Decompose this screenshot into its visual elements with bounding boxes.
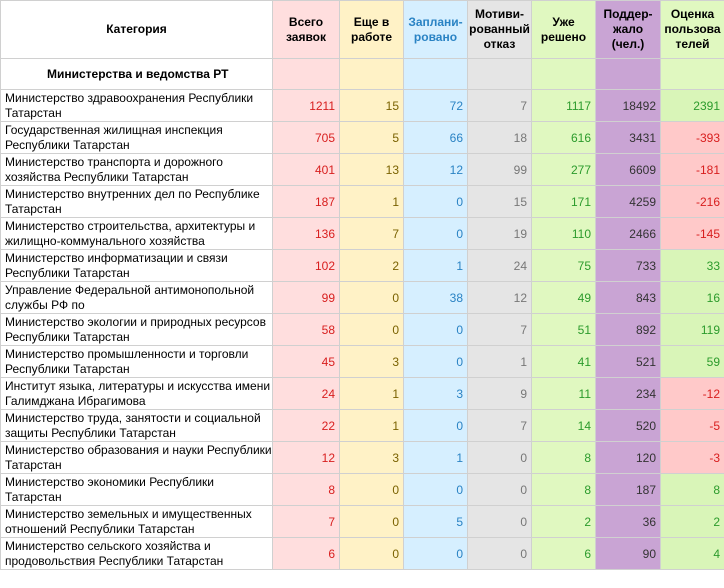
cell-rating: 2391 <box>661 90 724 122</box>
cell-rating: 4 <box>661 538 724 570</box>
cell-solved: 6 <box>532 538 596 570</box>
cell-total: 12 <box>273 442 340 474</box>
cell-solved: 110 <box>532 218 596 250</box>
header-planned[interactable]: Заплани- ровано <box>404 1 468 59</box>
cell-total: 58 <box>273 314 340 346</box>
cell-total: 705 <box>273 122 340 154</box>
row-category-name: Министерство строительства, архитектуры и жилищно-коммунального хозяйства <box>1 218 273 250</box>
cell-total: 8 <box>273 474 340 506</box>
cell-in-work: 1 <box>340 410 404 442</box>
cell-supported: 18492 <box>596 90 661 122</box>
cell-refused: 0 <box>468 538 532 570</box>
cell-total: 136 <box>273 218 340 250</box>
cell-solved: 2 <box>532 506 596 538</box>
cell-rating: -216 <box>661 186 724 218</box>
cell-rating: 8 <box>661 474 724 506</box>
cell-planned: 0 <box>404 346 468 378</box>
cell-refused: 12 <box>468 282 532 314</box>
cell-in-work: 0 <box>340 474 404 506</box>
cell-total: 7 <box>273 506 340 538</box>
cell-in-work: 0 <box>340 506 404 538</box>
cell-solved: 41 <box>532 346 596 378</box>
cell-rating: 59 <box>661 346 724 378</box>
table-row[interactable] <box>1 346 724 378</box>
cell-supported: 36 <box>596 506 661 538</box>
table-row[interactable] <box>1 442 724 474</box>
cell-rating: -181 <box>661 154 724 186</box>
cell-rating: -5 <box>661 410 724 442</box>
cell-solved: 8 <box>532 442 596 474</box>
cell-solved: 11 <box>532 378 596 410</box>
row-category-name: Министерство труда, занятости и социальной защиты Республики Татарстан <box>1 410 273 442</box>
cell-refused: 7 <box>468 410 532 442</box>
cell-total: 187 <box>273 186 340 218</box>
cell-total: 24 <box>273 378 340 410</box>
cell-refused: 19 <box>468 218 532 250</box>
row-category-name: Министерство образования и науки Республики Татарстан <box>1 442 273 474</box>
cell-solved: 616 <box>532 122 596 154</box>
cell-rating: -393 <box>661 122 724 154</box>
cell-planned: 1 <box>404 442 468 474</box>
cell-planned: 5 <box>404 506 468 538</box>
cell-total: 99 <box>273 282 340 314</box>
table-row[interactable] <box>1 410 724 442</box>
header-total[interactable]: Всего заявок <box>273 1 340 59</box>
cell-total: 401 <box>273 154 340 186</box>
cell-in-work: 0 <box>340 314 404 346</box>
cell-planned: 0 <box>404 474 468 506</box>
cell-refused: 1 <box>468 346 532 378</box>
cell-supported: 521 <box>596 346 661 378</box>
cell-in-work: 5 <box>340 122 404 154</box>
cell-supported: 4259 <box>596 186 661 218</box>
cell-total: 22 <box>273 410 340 442</box>
row-category-name: Институт языка, литературы и искусства имени Галимджана Ибрагимова <box>1 378 273 410</box>
cell-refused: 9 <box>468 378 532 410</box>
header-row <box>1 1 724 59</box>
row-category-name: Министерство экологии и природных ресурсов Республики Татарстан <box>1 314 273 346</box>
cell-supported: 843 <box>596 282 661 314</box>
cell-solved: 49 <box>532 282 596 314</box>
header-solved[interactable]: Уже решено <box>532 1 596 59</box>
cell-rating: -12 <box>661 378 724 410</box>
cell-supported: 2466 <box>596 218 661 250</box>
table-row[interactable] <box>1 506 724 538</box>
cell-in-work: 0 <box>340 282 404 314</box>
row-category-name: Министерство земельных и имущественных отношений Республики Татарстан <box>1 506 273 538</box>
header-rating[interactable]: Оценка пользова телей <box>661 1 724 59</box>
cell-rating: -145 <box>661 218 724 250</box>
cell-in-work: 1 <box>340 378 404 410</box>
cell-refused: 0 <box>468 474 532 506</box>
table-row[interactable] <box>1 314 724 346</box>
cell-supported: 733 <box>596 250 661 282</box>
cell-solved: 277 <box>532 154 596 186</box>
header-category[interactable]: Категория <box>1 1 273 59</box>
cell-refused: 7 <box>468 90 532 122</box>
row-category-name: Министерство экономики Республики Татарстан <box>1 474 273 506</box>
cell-planned: 12 <box>404 154 468 186</box>
cell-rating: 119 <box>661 314 724 346</box>
row-category-name: Министерство здравоохранения Республики Татарстан <box>1 90 273 122</box>
cell-planned: 0 <box>404 186 468 218</box>
cell-in-work: 3 <box>340 346 404 378</box>
cell-refused: 24 <box>468 250 532 282</box>
cell-planned: 38 <box>404 282 468 314</box>
cell-in-work: 15 <box>340 90 404 122</box>
cell-in-work: 0 <box>340 538 404 570</box>
cell-planned: 3 <box>404 378 468 410</box>
cell-planned: 0 <box>404 314 468 346</box>
cell-supported: 120 <box>596 442 661 474</box>
cell-solved: 75 <box>532 250 596 282</box>
row-category-name: Управление Федеральной антимонопольной службы РФ по <box>1 282 273 314</box>
cell-planned: 0 <box>404 410 468 442</box>
cell-supported: 3431 <box>596 122 661 154</box>
header-in-work[interactable]: Еще в работе <box>340 1 404 59</box>
section-row <box>1 59 724 90</box>
cell-planned: 0 <box>404 218 468 250</box>
table-row[interactable] <box>1 538 724 570</box>
cell-solved: 51 <box>532 314 596 346</box>
table-row[interactable] <box>1 186 724 218</box>
cell-in-work: 7 <box>340 218 404 250</box>
cell-refused: 0 <box>468 506 532 538</box>
cell-solved: 8 <box>532 474 596 506</box>
row-category-name: Министерство транспорта и дорожного хозяйства Республики Татарстан <box>1 154 273 186</box>
cell-solved: 171 <box>532 186 596 218</box>
header-supported[interactable]: Поддер- жало (чел.) <box>596 1 661 59</box>
cell-planned: 0 <box>404 538 468 570</box>
table-row[interactable] <box>1 122 724 154</box>
table-row[interactable] <box>1 250 724 282</box>
header-refused[interactable]: Мотиви- рованный отказ <box>468 1 532 59</box>
cell-supported: 187 <box>596 474 661 506</box>
cell-solved: 1117 <box>532 90 596 122</box>
cell-solved: 14 <box>532 410 596 442</box>
cell-total: 1211 <box>273 90 340 122</box>
cell-refused: 15 <box>468 186 532 218</box>
cell-supported: 6609 <box>596 154 661 186</box>
table-row[interactable] <box>1 154 724 186</box>
cell-total: 102 <box>273 250 340 282</box>
cell-planned: 72 <box>404 90 468 122</box>
cell-total: 6 <box>273 538 340 570</box>
row-category-name: Министерство промышленности и торговли Республики Татарстан <box>1 346 273 378</box>
section-title: Министерства и ведомства РТ <box>1 59 273 90</box>
cell-rating: 2 <box>661 506 724 538</box>
cell-supported: 520 <box>596 410 661 442</box>
table-row[interactable] <box>1 378 724 410</box>
cell-refused: 7 <box>468 314 532 346</box>
table-row[interactable] <box>1 282 724 314</box>
cell-refused: 99 <box>468 154 532 186</box>
cell-rating: 33 <box>661 250 724 282</box>
cell-rating: 16 <box>661 282 724 314</box>
cell-refused: 18 <box>468 122 532 154</box>
row-category-name: Министерство внутренних дел по Республике Татарстан <box>1 186 273 218</box>
row-category-name: Министерство сельского хозяйства и продовольствия Республики Татарстан <box>1 538 273 570</box>
cell-in-work: 1 <box>340 186 404 218</box>
cell-rating: -3 <box>661 442 724 474</box>
table-row[interactable] <box>1 90 724 122</box>
cell-supported: 892 <box>596 314 661 346</box>
table-row[interactable] <box>1 218 724 250</box>
cell-supported: 90 <box>596 538 661 570</box>
cell-in-work: 13 <box>340 154 404 186</box>
table-row[interactable] <box>1 474 724 506</box>
row-category-name: Министерство информатизации и связи Республики Татарстан <box>1 250 273 282</box>
cell-total: 45 <box>273 346 340 378</box>
cell-in-work: 3 <box>340 442 404 474</box>
row-category-name: Государственная жилищная инспекция Республики Татарстан <box>1 122 273 154</box>
cell-planned: 66 <box>404 122 468 154</box>
cell-in-work: 2 <box>340 250 404 282</box>
cell-planned: 1 <box>404 250 468 282</box>
cell-supported: 234 <box>596 378 661 410</box>
cell-refused: 0 <box>468 442 532 474</box>
